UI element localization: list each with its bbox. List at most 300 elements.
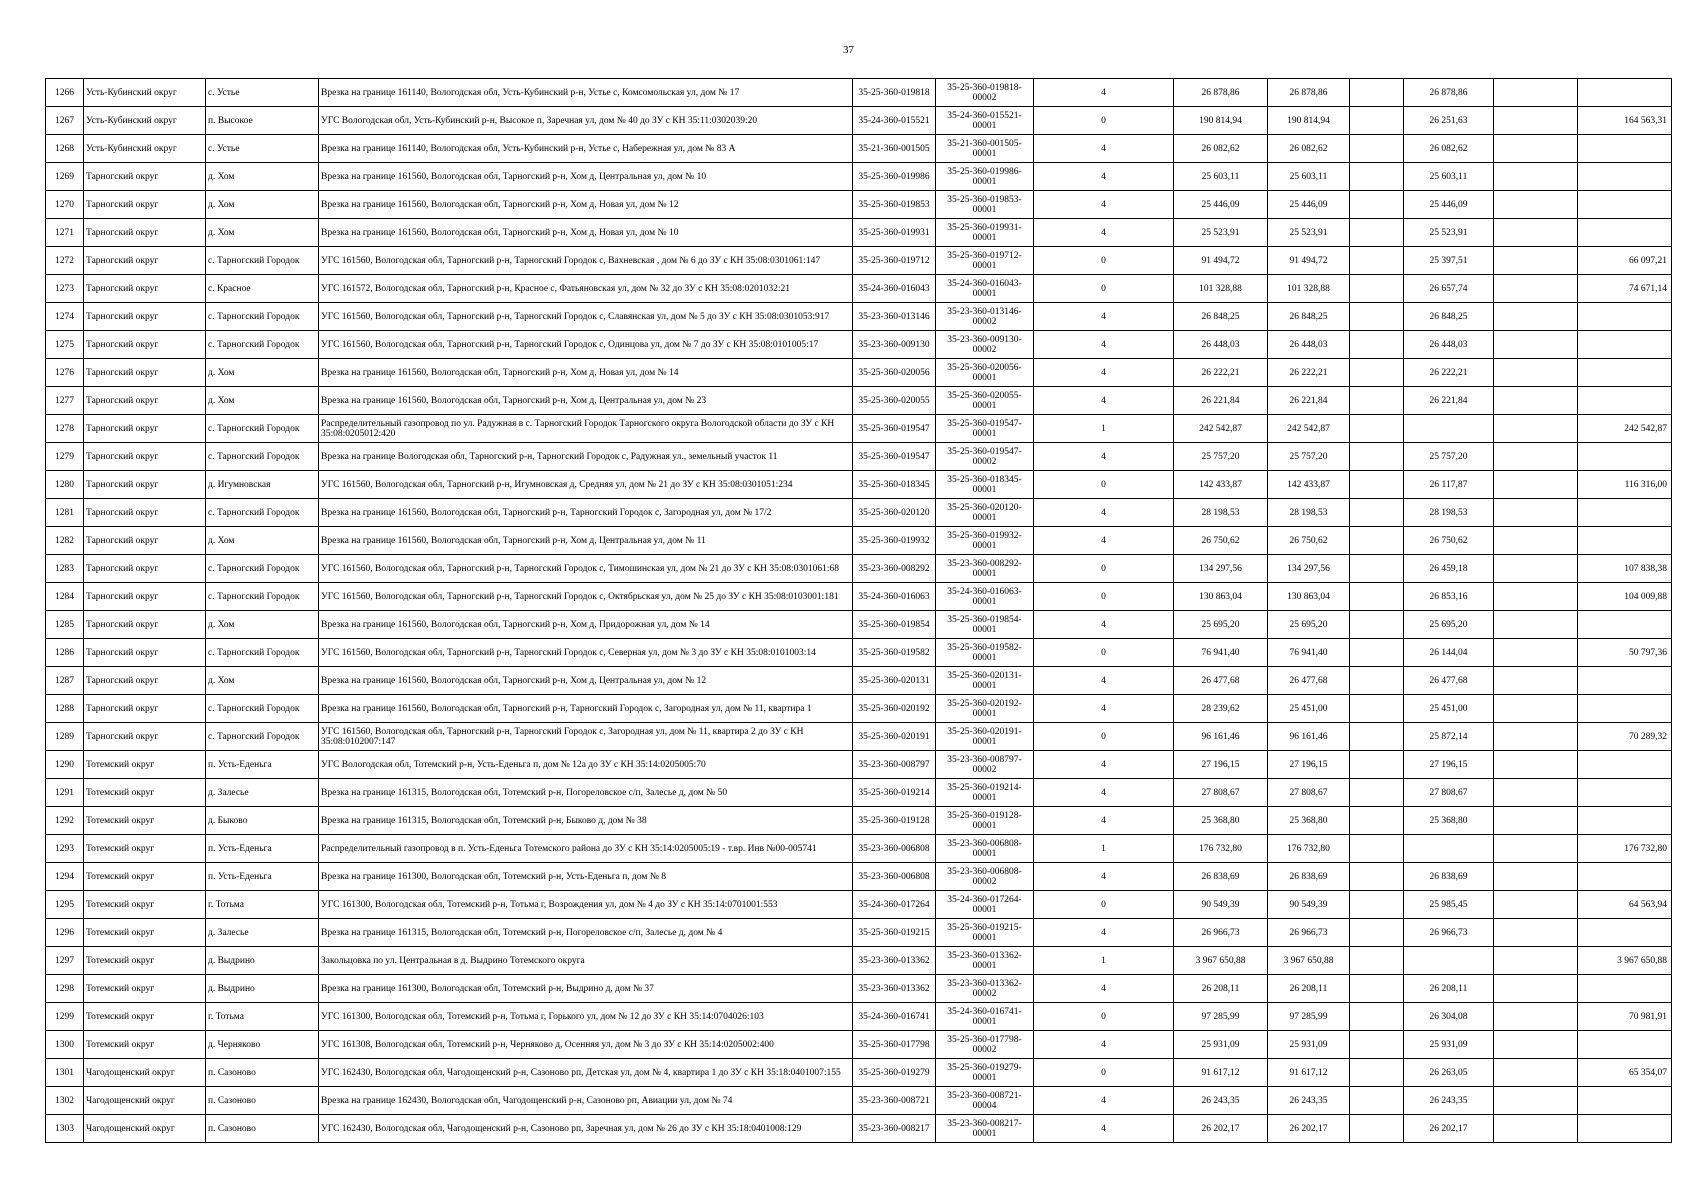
district-cell: Тотемский округ (84, 751, 206, 779)
locality-cell: д. Игумновская (206, 471, 319, 499)
object-code-cell: 35-25-360-019712 (853, 247, 936, 275)
amount-spare-cell (1494, 751, 1578, 779)
row-number-cell: 1277 (46, 387, 84, 415)
table-row (46, 1031, 1672, 1059)
amount-network-cell: 65 354,07 (1578, 1059, 1672, 1087)
amount-spare-cell (1494, 387, 1578, 415)
amount-total-cell: 26 477,68 (1174, 667, 1268, 695)
row-number-cell: 1276 (46, 359, 84, 387)
amount-approved-cell: 25 451,00 (1268, 695, 1350, 723)
amount-spare-cell (1494, 583, 1578, 611)
row-number-cell: 1275 (46, 331, 84, 359)
amount-total-cell: 26 208,11 (1174, 975, 1268, 1003)
amount-empty-cell (1350, 919, 1404, 947)
amount-empty-cell (1350, 79, 1404, 107)
table-row (46, 135, 1672, 163)
district-cell: Тарногский округ (84, 555, 206, 583)
category-cell: 4 (1034, 163, 1174, 191)
amount-spare-cell (1494, 555, 1578, 583)
connection-code-cell: 35-24-360-016063-00001 (936, 583, 1034, 611)
amount-empty-cell (1350, 191, 1404, 219)
amount-approved-cell: 134 297,56 (1268, 555, 1350, 583)
category-cell: 0 (1034, 1003, 1174, 1031)
amount-connection-cell: 26 243,35 (1404, 1087, 1494, 1115)
amount-connection-cell: 26 221,84 (1404, 387, 1494, 415)
amount-network-cell (1578, 303, 1672, 331)
amount-network-cell: 107 838,38 (1578, 555, 1672, 583)
amount-spare-cell (1494, 1087, 1578, 1115)
amount-total-cell: 26 750,62 (1174, 527, 1268, 555)
connection-code-cell: 35-24-360-015521-00001 (936, 107, 1034, 135)
category-cell: 0 (1034, 583, 1174, 611)
amount-approved-cell: 91 494,72 (1268, 247, 1350, 275)
table-row (46, 303, 1672, 331)
table-row (46, 751, 1672, 779)
amount-connection-cell: 26 459,18 (1404, 555, 1494, 583)
amount-spare-cell (1494, 471, 1578, 499)
locality-cell: д. Хом (206, 667, 319, 695)
district-cell: Тарногский округ (84, 527, 206, 555)
category-cell: 4 (1034, 331, 1174, 359)
amount-total-cell: 3 967 650,88 (1174, 947, 1268, 975)
amount-approved-cell: 26 208,11 (1268, 975, 1350, 1003)
amount-empty-cell (1350, 1115, 1404, 1143)
locality-cell: д. Черняково (206, 1031, 319, 1059)
object-code-cell: 35-23-360-008292 (853, 555, 936, 583)
amount-approved-cell: 190 814,94 (1268, 107, 1350, 135)
row-number-cell: 1288 (46, 695, 84, 723)
amount-connection-cell (1404, 835, 1494, 863)
row-number-cell: 1269 (46, 163, 84, 191)
object-code-cell: 35-24-360-016063 (853, 583, 936, 611)
address-cell: УГС Вологодская обл, Тотемский р-н, Усть-Еденьга п, дом № 12а до ЗУ с КН 35:14:0205005:70 (319, 751, 853, 779)
object-code-cell: 35-25-360-019582 (853, 639, 936, 667)
category-cell: 4 (1034, 779, 1174, 807)
amount-spare-cell (1494, 135, 1578, 163)
amount-spare-cell (1494, 863, 1578, 891)
district-cell: Чагодощенский округ (84, 1059, 206, 1087)
locality-cell: д. Выдрино (206, 975, 319, 1003)
amount-approved-cell: 28 198,53 (1268, 499, 1350, 527)
object-code-cell: 35-23-360-009130 (853, 331, 936, 359)
object-code-cell: 35-25-360-019215 (853, 919, 936, 947)
address-cell: УГС 161300, Вологодская обл, Тотемский р-н, Тотьма г, Возрождения ул, дом № 4 до ЗУ с КН 35:14:0701001:553 (319, 891, 853, 919)
amount-network-cell (1578, 807, 1672, 835)
amount-spare-cell (1494, 919, 1578, 947)
amount-spare-cell (1494, 303, 1578, 331)
address-cell: Распределительный газопровод в п. Усть-Еденьга Тотемского района до ЗУ с КН 35:14:0205005:19 - т.вр. Инв №00-005741 (319, 835, 853, 863)
object-code-cell: 35-25-360-020055 (853, 387, 936, 415)
table-row (46, 79, 1672, 107)
table-row (46, 219, 1672, 247)
category-cell: 4 (1034, 919, 1174, 947)
amount-spare-cell (1494, 1003, 1578, 1031)
amount-total-cell: 25 603,11 (1174, 163, 1268, 191)
address-cell: Врезка на границе 161140, Вологодская обл, Усть-Кубинский р-н, Устье с, Комсомольская ул, дом № 17 (319, 79, 853, 107)
connection-code-cell: 35-23-360-006808-00002 (936, 863, 1034, 891)
amount-approved-cell: 3 967 650,88 (1268, 947, 1350, 975)
category-cell: 4 (1034, 303, 1174, 331)
category-cell: 4 (1034, 751, 1174, 779)
object-code-cell: 35-25-360-019986 (853, 163, 936, 191)
amount-network-cell (1578, 751, 1672, 779)
amount-connection-cell: 26 966,73 (1404, 919, 1494, 947)
amount-connection-cell: 25 603,11 (1404, 163, 1494, 191)
amount-spare-cell (1494, 1115, 1578, 1143)
district-cell: Тарногский округ (84, 331, 206, 359)
connection-code-cell: 35-25-360-019547-00001 (936, 415, 1034, 443)
category-cell: 4 (1034, 443, 1174, 471)
amount-network-cell (1578, 387, 1672, 415)
district-cell: Тотемский округ (84, 947, 206, 975)
district-cell: Тарногский округ (84, 303, 206, 331)
connection-code-cell: 35-25-360-019582-00001 (936, 639, 1034, 667)
locality-cell: д. Хом (206, 191, 319, 219)
object-code-cell: 35-23-360-006808 (853, 863, 936, 891)
table-row (46, 947, 1672, 975)
address-cell: Закольцовка по ул. Центральная в д. Выдрино Тотемского округа (319, 947, 853, 975)
locality-cell: с. Тарногский Городок (206, 443, 319, 471)
amount-spare-cell (1494, 359, 1578, 387)
table-row (46, 695, 1672, 723)
amount-total-cell: 26 243,35 (1174, 1087, 1268, 1115)
amount-empty-cell (1350, 695, 1404, 723)
table-row (46, 387, 1672, 415)
amount-empty-cell (1350, 751, 1404, 779)
amount-empty-cell (1350, 555, 1404, 583)
amount-connection-cell: 26 750,62 (1404, 527, 1494, 555)
locality-cell: д. Залесье (206, 919, 319, 947)
district-cell: Чагодощенский округ (84, 1087, 206, 1115)
amount-total-cell: 242 542,87 (1174, 415, 1268, 443)
row-number-cell: 1286 (46, 639, 84, 667)
amount-network-cell: 116 316,00 (1578, 471, 1672, 499)
amount-approved-cell: 26 848,25 (1268, 303, 1350, 331)
amount-approved-cell: 26 448,03 (1268, 331, 1350, 359)
district-cell: Тотемский округ (84, 1031, 206, 1059)
amount-total-cell: 28 239,62 (1174, 695, 1268, 723)
district-cell: Тотемский округ (84, 975, 206, 1003)
category-cell: 4 (1034, 863, 1174, 891)
row-number-cell: 1279 (46, 443, 84, 471)
amount-connection-cell: 25 446,09 (1404, 191, 1494, 219)
amount-empty-cell (1350, 667, 1404, 695)
amount-total-cell: 26 222,21 (1174, 359, 1268, 387)
amount-network-cell (1578, 695, 1672, 723)
locality-cell: д. Хом (206, 527, 319, 555)
amount-empty-cell (1350, 219, 1404, 247)
amount-connection-cell: 26 251,63 (1404, 107, 1494, 135)
amount-connection-cell: 27 196,15 (1404, 751, 1494, 779)
amount-connection-cell: 25 757,20 (1404, 443, 1494, 471)
amount-spare-cell (1494, 163, 1578, 191)
object-code-cell: 35-25-360-019547 (853, 415, 936, 443)
address-cell: УГС 161572, Вологодская обл, Тарногский р-н, Красное с, Фатьяновская ул, дом № 32 до ЗУ с КН 35:08:0201032:21 (319, 275, 853, 303)
amount-network-cell: 3 967 650,88 (1578, 947, 1672, 975)
amount-empty-cell (1350, 1059, 1404, 1087)
locality-cell: д. Быково (206, 807, 319, 835)
table-row (46, 275, 1672, 303)
category-cell: 4 (1034, 807, 1174, 835)
amount-connection-cell: 25 695,20 (1404, 611, 1494, 639)
category-cell: 1 (1034, 415, 1174, 443)
amount-network-cell (1578, 499, 1672, 527)
object-code-cell: 35-25-360-019214 (853, 779, 936, 807)
amount-spare-cell (1494, 219, 1578, 247)
table-row (46, 723, 1672, 751)
amount-approved-cell: 25 368,80 (1268, 807, 1350, 835)
amount-spare-cell (1494, 611, 1578, 639)
row-number-cell: 1297 (46, 947, 84, 975)
amount-approved-cell: 25 931,09 (1268, 1031, 1350, 1059)
district-cell: Тарногский округ (84, 499, 206, 527)
address-cell: Врезка на границе 161315, Вологодская обл, Тотемский р-н, Погореловское с/п, Залесье д, дом № 4 (319, 919, 853, 947)
category-cell: 4 (1034, 975, 1174, 1003)
address-cell: Врезка на границе 161140, Вологодская обл, Усть-Кубинский р-н, Устье с, Набережная ул, дом № 83 А (319, 135, 853, 163)
connection-code-cell: 35-25-360-019214-00001 (936, 779, 1034, 807)
row-number-cell: 1284 (46, 583, 84, 611)
amount-approved-cell: 25 757,20 (1268, 443, 1350, 471)
locality-cell: с. Тарногский Городок (206, 583, 319, 611)
address-cell: Врезка на границе 161560, Вологодская обл, Тарногский р-н, Хом д, Центральная ул, дом № 12 (319, 667, 853, 695)
table-row (46, 415, 1672, 443)
address-cell: УГС 161560, Вологодская обл, Тарногский р-н, Тарногский Городок с, Одинцова ул, дом № 7 до ЗУ с КН 35:08:0101005:17 (319, 331, 853, 359)
row-number-cell: 1270 (46, 191, 84, 219)
amount-connection-cell: 26 878,86 (1404, 79, 1494, 107)
row-number-cell: 1295 (46, 891, 84, 919)
object-code-cell: 35-25-360-020192 (853, 695, 936, 723)
amount-network-cell: 176 732,80 (1578, 835, 1672, 863)
locality-cell: г. Тотьма (206, 1003, 319, 1031)
table-row (46, 667, 1672, 695)
row-number-cell: 1282 (46, 527, 84, 555)
category-cell: 0 (1034, 639, 1174, 667)
object-code-cell: 35-25-360-019128 (853, 807, 936, 835)
row-number-cell: 1290 (46, 751, 84, 779)
locality-cell: п. Высокое (206, 107, 319, 135)
table-row (46, 863, 1672, 891)
amount-connection-cell: 26 838,69 (1404, 863, 1494, 891)
object-code-cell: 35-24-360-017264 (853, 891, 936, 919)
locality-cell: д. Хом (206, 359, 319, 387)
table-row (46, 247, 1672, 275)
district-cell: Тарногский округ (84, 639, 206, 667)
amount-total-cell: 76 941,40 (1174, 639, 1268, 667)
connection-code-cell: 35-23-360-008217-00001 (936, 1115, 1034, 1143)
address-cell: Врезка на границе 161560, Вологодская обл, Тарногский р-н, Хом д, Центральная ул, дом № 10 (319, 163, 853, 191)
connection-code-cell: 35-25-360-019932-00001 (936, 527, 1034, 555)
amount-spare-cell (1494, 331, 1578, 359)
address-cell: Врезка на границе 161560, Вологодская обл, Тарногский р-н, Тарногский Городок с, Загородная ул, дом № 17/2 (319, 499, 853, 527)
category-cell: 4 (1034, 1115, 1174, 1143)
row-number-cell: 1285 (46, 611, 84, 639)
connection-code-cell: 35-25-360-019547-00002 (936, 443, 1034, 471)
category-cell: 4 (1034, 387, 1174, 415)
object-code-cell: 35-24-360-016741 (853, 1003, 936, 1031)
amount-total-cell: 26 966,73 (1174, 919, 1268, 947)
locality-cell: с. Тарногский Городок (206, 499, 319, 527)
object-code-cell: 35-23-360-006808 (853, 835, 936, 863)
district-cell: Тарногский округ (84, 247, 206, 275)
category-cell: 4 (1034, 79, 1174, 107)
district-cell: Тарногский округ (84, 583, 206, 611)
table-row (46, 527, 1672, 555)
connection-code-cell: 35-23-360-009130-00002 (936, 331, 1034, 359)
amount-empty-cell (1350, 975, 1404, 1003)
amount-total-cell: 25 368,80 (1174, 807, 1268, 835)
district-cell: Усть-Кубинский округ (84, 135, 206, 163)
connection-code-cell: 35-25-360-020055-00001 (936, 387, 1034, 415)
amount-approved-cell: 27 196,15 (1268, 751, 1350, 779)
connection-code-cell: 35-25-360-019818-00002 (936, 79, 1034, 107)
object-code-cell: 35-23-360-008797 (853, 751, 936, 779)
category-cell: 4 (1034, 1031, 1174, 1059)
amount-empty-cell (1350, 1003, 1404, 1031)
amount-spare-cell (1494, 723, 1578, 751)
row-number-cell: 1289 (46, 723, 84, 751)
row-number-cell: 1267 (46, 107, 84, 135)
district-cell: Чагодощенский округ (84, 1115, 206, 1143)
table-row (46, 191, 1672, 219)
amount-empty-cell (1350, 863, 1404, 891)
locality-cell: с. Тарногский Городок (206, 247, 319, 275)
address-cell: Распределительный газопровод по ул. Радужная в с. Тарногский Городок Тарногского округа Вологодской области до ЗУ с КН 35:08:0205012:420 (319, 415, 853, 443)
object-code-cell: 35-25-360-019279 (853, 1059, 936, 1087)
amount-approved-cell: 25 695,20 (1268, 611, 1350, 639)
locality-cell: п. Сазоново (206, 1087, 319, 1115)
amount-connection-cell: 26 448,03 (1404, 331, 1494, 359)
amount-approved-cell: 96 161,46 (1268, 723, 1350, 751)
table-row (46, 359, 1672, 387)
connection-code-cell: 35-24-360-016043-00001 (936, 275, 1034, 303)
category-cell: 4 (1034, 499, 1174, 527)
amount-spare-cell (1494, 275, 1578, 303)
object-code-cell: 35-24-360-016043 (853, 275, 936, 303)
amount-network-cell: 66 097,21 (1578, 247, 1672, 275)
table-row (46, 443, 1672, 471)
amount-total-cell: 96 161,46 (1174, 723, 1268, 751)
object-code-cell: 35-23-360-008217 (853, 1115, 936, 1143)
locality-cell: п. Усть-Еденьга (206, 835, 319, 863)
amount-total-cell: 190 814,94 (1174, 107, 1268, 135)
amount-total-cell: 25 523,91 (1174, 219, 1268, 247)
table-row (46, 471, 1672, 499)
locality-cell: п. Усть-Еденьга (206, 751, 319, 779)
amount-total-cell: 91 617,12 (1174, 1059, 1268, 1087)
locality-cell: г. Тотьма (206, 891, 319, 919)
amount-connection-cell: 27 808,67 (1404, 779, 1494, 807)
locality-cell: п. Усть-Еденьга (206, 863, 319, 891)
amount-empty-cell (1350, 163, 1404, 191)
district-cell: Усть-Кубинский округ (84, 79, 206, 107)
amount-connection-cell: 25 931,09 (1404, 1031, 1494, 1059)
amount-approved-cell: 25 603,11 (1268, 163, 1350, 191)
amount-connection-cell: 26 657,74 (1404, 275, 1494, 303)
row-number-cell: 1299 (46, 1003, 84, 1031)
object-code-cell: 35-25-360-020056 (853, 359, 936, 387)
object-code-cell: 35-25-360-019853 (853, 191, 936, 219)
amount-connection-cell: 25 397,51 (1404, 247, 1494, 275)
amount-approved-cell: 101 328,88 (1268, 275, 1350, 303)
amount-spare-cell (1494, 695, 1578, 723)
connection-code-cell: 35-25-360-019986-00001 (936, 163, 1034, 191)
table-row (46, 1059, 1672, 1087)
amount-empty-cell (1350, 303, 1404, 331)
amount-network-cell (1578, 359, 1672, 387)
amount-connection-cell: 26 117,87 (1404, 471, 1494, 499)
amount-empty-cell (1350, 135, 1404, 163)
amount-empty-cell (1350, 891, 1404, 919)
connection-code-cell: 35-25-360-019215-00001 (936, 919, 1034, 947)
amount-network-cell: 164 563,31 (1578, 107, 1672, 135)
amount-connection-cell: 26 202,17 (1404, 1115, 1494, 1143)
amount-approved-cell: 26 477,68 (1268, 667, 1350, 695)
row-number-cell: 1281 (46, 499, 84, 527)
locality-cell: с. Устье (206, 79, 319, 107)
category-cell: 4 (1034, 219, 1174, 247)
amount-connection-cell: 25 451,00 (1404, 695, 1494, 723)
amount-spare-cell (1494, 443, 1578, 471)
row-number-cell: 1283 (46, 555, 84, 583)
object-code-cell: 35-23-360-013362 (853, 947, 936, 975)
address-cell: УГС 161560, Вологодская обл, Тарногский р-н, Тарногский Городок с, Октябрьская ул, дом № 25 до ЗУ с КН 35:08:0103001:181 (319, 583, 853, 611)
amount-spare-cell (1494, 527, 1578, 555)
row-number-cell: 1293 (46, 835, 84, 863)
object-code-cell: 35-25-360-019932 (853, 527, 936, 555)
address-cell: Врезка на границе 161560, Вологодская обл, Тарногский р-н, Хом д, Новая ул, дом № 12 (319, 191, 853, 219)
amount-network-cell (1578, 1031, 1672, 1059)
amount-approved-cell: 27 808,67 (1268, 779, 1350, 807)
table-row (46, 583, 1672, 611)
amount-empty-cell (1350, 387, 1404, 415)
table-row (46, 779, 1672, 807)
amount-total-cell: 26 448,03 (1174, 331, 1268, 359)
table-row (46, 835, 1672, 863)
locality-cell: д. Хом (206, 163, 319, 191)
table-row (46, 1115, 1672, 1143)
amount-connection-cell: 25 523,91 (1404, 219, 1494, 247)
table-row (46, 555, 1672, 583)
amount-network-cell (1578, 667, 1672, 695)
locality-cell: с. Красное (206, 275, 319, 303)
connection-code-cell: 35-23-360-013146-00002 (936, 303, 1034, 331)
connection-code-cell: 35-25-360-019854-00001 (936, 611, 1034, 639)
amount-connection-cell (1404, 415, 1494, 443)
amount-connection-cell: 28 198,53 (1404, 499, 1494, 527)
row-number-cell: 1280 (46, 471, 84, 499)
amount-empty-cell (1350, 107, 1404, 135)
amount-total-cell: 27 808,67 (1174, 779, 1268, 807)
district-cell: Тарногский округ (84, 723, 206, 751)
amount-empty-cell (1350, 471, 1404, 499)
category-cell: 4 (1034, 611, 1174, 639)
amount-connection-cell: 26 263,05 (1404, 1059, 1494, 1087)
row-number-cell: 1302 (46, 1087, 84, 1115)
amount-approved-cell: 97 285,99 (1268, 1003, 1350, 1031)
address-cell: Врезка на границе 161560, Вологодская обл, Тарногский р-н, Хом д, Новая ул, дом № 14 (319, 359, 853, 387)
amount-approved-cell: 142 433,87 (1268, 471, 1350, 499)
row-number-cell: 1287 (46, 667, 84, 695)
amount-empty-cell (1350, 807, 1404, 835)
address-cell: УГС Вологодская обл, Усть-Кубинский р-н, Высокое п, Заречная ул, дом № 40 до ЗУ с КН 35:11:0302039:20 (319, 107, 853, 135)
connection-code-cell: 35-24-360-016741-00001 (936, 1003, 1034, 1031)
amount-empty-cell (1350, 835, 1404, 863)
amount-total-cell: 26 221,84 (1174, 387, 1268, 415)
locality-cell: д. Залесье (206, 779, 319, 807)
district-cell: Усть-Кубинский округ (84, 107, 206, 135)
table-row (46, 891, 1672, 919)
amount-empty-cell (1350, 415, 1404, 443)
